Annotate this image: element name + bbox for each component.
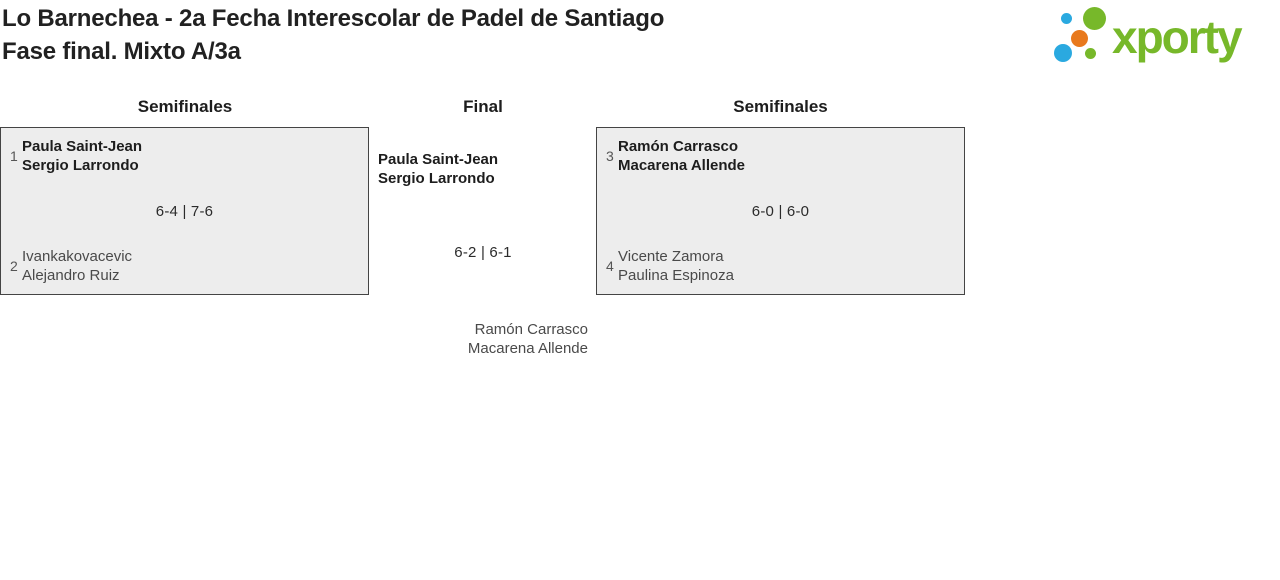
seed-number: 4 — [606, 258, 614, 274]
semifinal-left-score: 6-4 | 7-6 — [155, 202, 214, 220]
player-name: Paula Saint-Jean — [22, 138, 143, 155]
logo-dot-orange-icon — [1071, 30, 1088, 47]
team-players — [618, 247, 734, 285]
logo-wordmark: xporty — [1112, 11, 1241, 63]
final-score: 6-2 | 6-1 — [454, 244, 512, 261]
player-name: Sergio Larrondo — [22, 157, 139, 174]
logo-dot-blue-small-icon — [1061, 13, 1072, 24]
xporty-logo[interactable] — [1050, 0, 1280, 70]
player-name: Macarena Allende — [618, 157, 745, 174]
player-name: Ivankakovacevic — [22, 248, 133, 265]
round-header-final: Final — [463, 97, 503, 116]
team-players — [618, 137, 745, 175]
page-title — [2, 2, 664, 68]
semifinal-right-score: 6-0 | 6-0 — [751, 202, 810, 220]
player-name: Paulina Espinoza — [618, 267, 734, 284]
team-players — [22, 137, 142, 175]
semifinal-right-team1 — [597, 137, 964, 175]
page-title-line1: Lo Barnechea - 2a Fecha Interescolar de Padel de Santiago — [2, 5, 665, 32]
logo-dot-green-small-icon — [1085, 48, 1096, 59]
match-box-semifinal-left — [0, 127, 369, 295]
player-name: Alejandro Ruiz — [22, 267, 120, 284]
player-name: Ramón Carrasco — [474, 321, 588, 338]
team-players — [22, 247, 132, 285]
seed-number: 2 — [10, 258, 18, 274]
logo-dot-green-large-icon — [1083, 7, 1106, 30]
final-team2 — [370, 320, 588, 358]
page-title-line2: Fase final. Mixto A/3a — [2, 38, 241, 65]
semifinal-left-team2 — [1, 247, 368, 285]
seed-number: 1 — [10, 148, 18, 164]
player-name: Sergio Larrondo — [378, 170, 495, 187]
round-header-semifinal-right: Semifinales — [733, 97, 828, 116]
player-name: Paula Saint-Jean — [378, 151, 499, 168]
player-name: Vicente Zamora — [618, 248, 724, 265]
semifinal-right-team2 — [597, 247, 964, 285]
player-name: Macarena Allende — [467, 340, 588, 357]
logo-dot-blue-medium-icon — [1054, 44, 1072, 62]
player-name: Ramón Carrasco — [618, 138, 739, 155]
final-team1 — [378, 150, 498, 188]
semifinal-left-team1 — [1, 137, 368, 175]
round-header-semifinal-left: Semifinales — [137, 97, 233, 116]
match-box-semifinal-right — [596, 127, 965, 295]
seed-number: 3 — [606, 148, 614, 164]
